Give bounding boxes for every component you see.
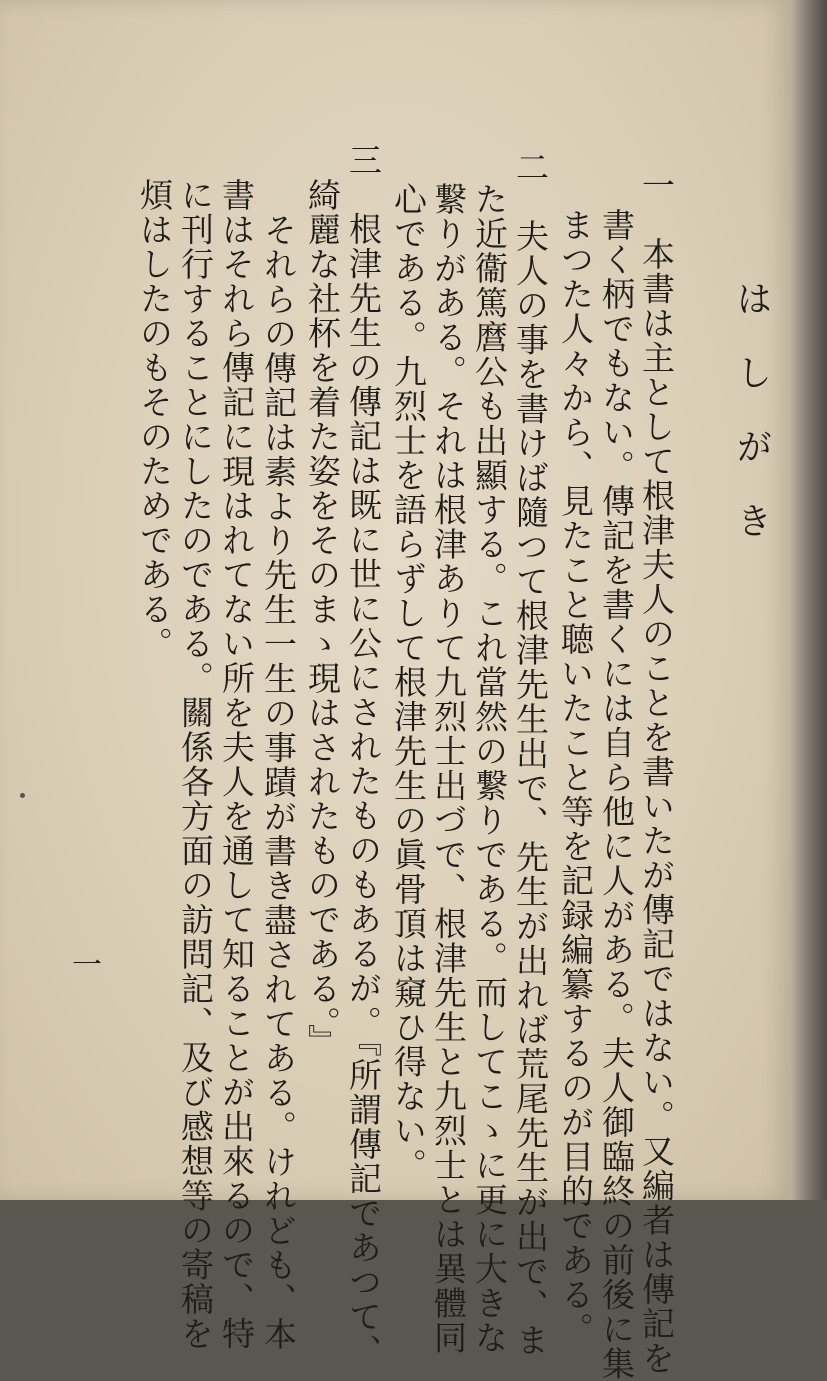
text-column-9: 綺麗な社杯を着た姿をそのまゝ現はされたものである。』	[303, 178, 342, 1059]
text-column-7: 心である。九烈士を語らずして根津先生の眞骨頂は窺ひ得ない。	[389, 182, 428, 1183]
text-column-11: 書はそれら傳記に現はれてない所を夫人を通して知ることが出來るので、特	[217, 178, 256, 1351]
page-number: 一	[72, 948, 102, 983]
text-column-13: 煩はしたのもそのためである。	[135, 178, 174, 661]
text-column-1: 一 本書は主として根津夫人のことを書いたが傳記ではない。又編者は傳記を	[637, 168, 676, 1376]
page-title: はしがき	[731, 280, 772, 576]
text-column-2: 書く柄でもない。傳記を書くには自ら他に人がある。夫人御臨終の前後に集	[597, 208, 636, 1381]
text-column-10: それらの傳記は素より先生一生の事蹟が書き盡されてある。けれども、本	[259, 213, 298, 1352]
text-column-4: 二 夫人の事を書けば隨つて根津先生出で、先生が出れば荒尾先生が出で、ま	[511, 150, 550, 1358]
text-column-12: に刊行することにしたのである。關係各方面の訪問記、及び感想等の寄稿を	[176, 178, 215, 1351]
paper-spot	[20, 793, 25, 798]
text-column-5: た近衞篤麿公も出顯する。これ當然の繋りである。而してこゝに更に大きな	[470, 182, 509, 1355]
text-column-3: まつた人々から、見たこと聴いたこと等を記録編纂するのが目的である。	[556, 208, 595, 1347]
book-page-edge	[790, 0, 827, 1200]
text-column-8: 三 根津先生の傳記は既に世に公にされたものもあるが。『所謂傳記であつて、	[344, 143, 383, 1369]
text-column-6: 繋りがある。それは根津ありて九烈士出づで、根津先生と九烈士とは異體同	[429, 182, 468, 1355]
